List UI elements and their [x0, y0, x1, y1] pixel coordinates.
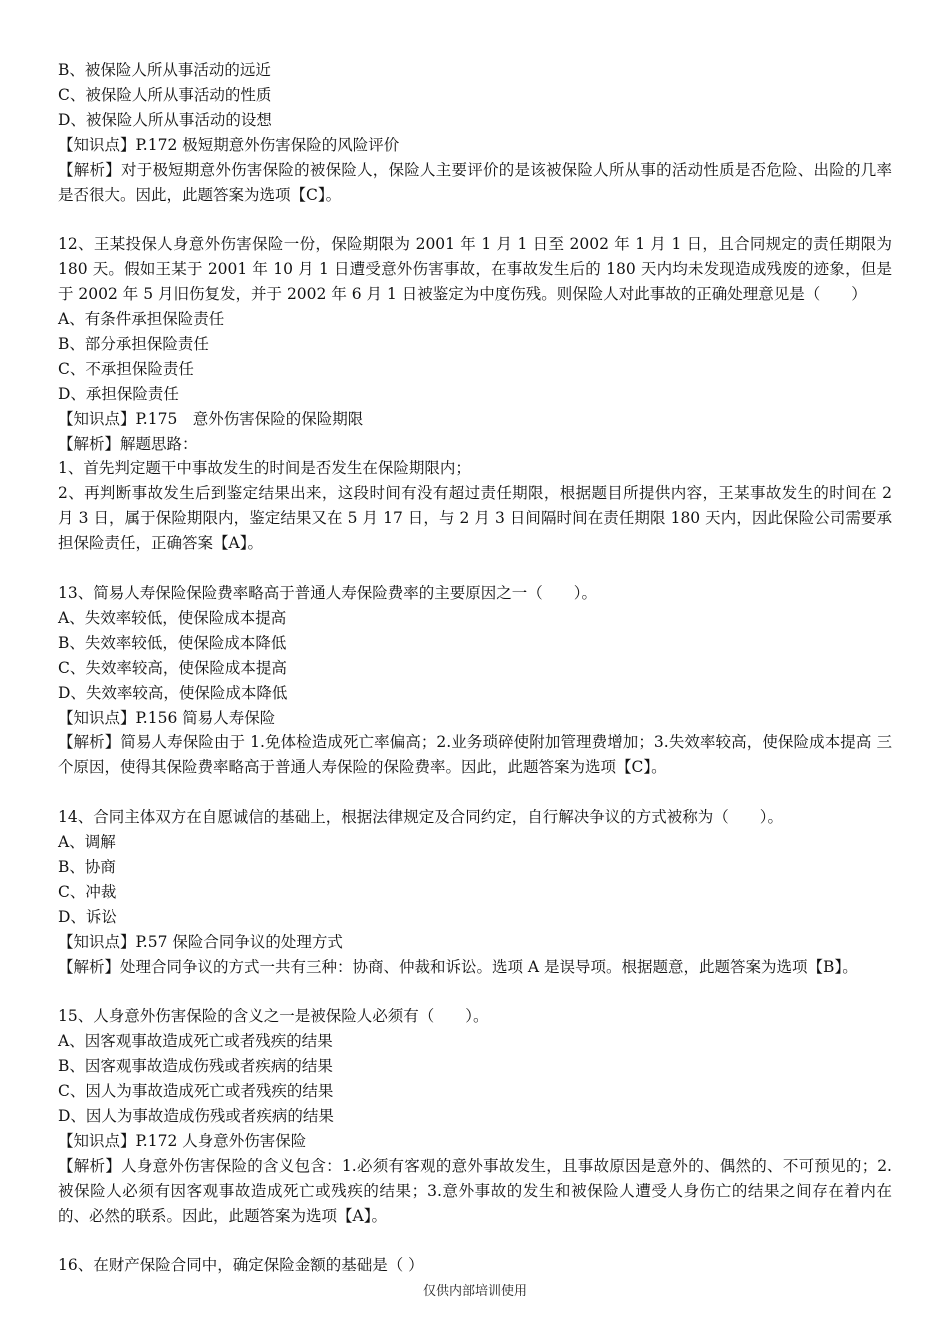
- option-a: A、有条件承担保险责任: [58, 310, 225, 329]
- option-c: C、冲裁: [58, 882, 117, 901]
- question-13: [58, 581, 892, 780]
- page-footer: 仅供内部培训使用: [422, 1284, 527, 1299]
- option-b: B、部分承担保险责任: [58, 334, 209, 353]
- option-c: C、因人为事故造成死亡或者残疾的结果: [58, 1082, 334, 1101]
- knowledge-point: 【知识点】P.172 人身意外伤害保险: [58, 1131, 307, 1150]
- question-16: [58, 1253, 892, 1278]
- option-c: C、失效率较高，使保险成本提高: [58, 658, 287, 677]
- document-body: [58, 58, 892, 1278]
- analysis-heading: 【解析】解题思路：: [58, 434, 198, 453]
- question-text: 15、人身意外伤害保险的含义之一是被保险人必须有（ ）。: [58, 1007, 489, 1026]
- question-14: [58, 805, 892, 979]
- question-12: [58, 232, 892, 556]
- knowledge-point: 【知识点】P.156 简易人寿保险: [58, 708, 276, 727]
- analysis-step-1: 1、首先判定题干中事故发生的时间是否发生在保险期限内；: [58, 459, 471, 478]
- question-text: 16、在财产保险合同中，确定保险金额的基础是（ ）: [58, 1256, 424, 1275]
- question-text: 14、合同主体双方在自愿诚信的基础上，根据法律规定及合同约定，自行解决争议的方式被称为（ ）。: [58, 808, 783, 827]
- knowledge-point: 【知识点】P.172 极短期意外伤害保险的风险评价: [58, 135, 400, 154]
- option-b: B、因客观事故造成伤残或者疾病的结果: [58, 1057, 333, 1076]
- question-text: 13、简易人寿保险保险费率略高于普通人寿保险费率的主要原因之一（ ）。: [58, 584, 597, 602]
- analysis: 【解析】对于极短期意外伤害保险的被保险人，保险人主要评价的是该被保险人所从事的活动性质是否危险、出险的几率是否很大。因此，此题答案为选项【C】。: [58, 160, 892, 204]
- option-b: B、失效率较低，使保险成本降低: [58, 633, 287, 652]
- option-c: C、被保险人所从事活动的性质: [58, 85, 272, 104]
- option-c: C、不承担保险责任: [58, 359, 194, 378]
- option-d: D、失效率较高，使保险成本降低: [58, 683, 288, 702]
- knowledge-point: 【知识点】P.175 意外伤害保险的保险期限: [58, 409, 364, 428]
- analysis: 【解析】人身意外伤害保险的含义包含：1.必须有客观的意外事故发生，且事故原因是意外的、偶然的、不可预见的；2.被保险人必须有因客观事故造成死亡或残疾的结果；3.意外事故的发生和被保险人遭受人身伤亡的结果之间存在着内在的、必然的联系。因此，此题答案为选项【A】。: [58, 1156, 892, 1225]
- question-11-tail: [58, 58, 892, 207]
- option-d: D、被保险人所从事活动的设想: [58, 110, 272, 129]
- option-a: A、调解: [58, 833, 116, 852]
- analysis: 【解析】简易人寿保险由于 1.免体检造成死亡率偏高；2.业务琐碎使附加管理费增加；3.失效率较高，使保险成本提高 三个原因，使得其保险费率略高于普通人寿保险的保险费率。因此，此题答案为选项【C】。: [58, 733, 892, 777]
- knowledge-point: 【知识点】P.57 保险合同争议的处理方式: [58, 932, 343, 951]
- option-d: D、诉讼: [58, 907, 117, 926]
- question-text: 12、王某投保人身意外伤害保险一份，保险期限为 2001 年 1 月 1 日至 2002 年 1 月 1 日，且合同规定的责任期限为 180 天。假如王某于 2001 年 10 月 1 日遭受意外伤害事故，在事故发生后的 180 天内均未发现造成残废的迹象，但是于 2002 年 5 月旧伤复发，并于 2002 年 6 月 1 日被鉴定为中度伤残。则保险人对此事故的正确处理意见是（ ）: [58, 235, 892, 304]
- option-a: A、失效率较低，使保险成本提高: [58, 608, 287, 627]
- option-d: D、因人为事故造成伤残或者疾病的结果: [58, 1107, 334, 1125]
- analysis-step-2: 2、再判断事故发生后到鉴定结果出来，这段时间有没有超过责任期限，根据题目所提供内容，王某事故发生的时间在 2 月 3 日，属于保险期限内，鉴定结果又在 5 月 17 日，与 2 月 3 日间隔时间在责任期限 180 天内，因此保险公司需要承担保险责任，正确答案【A】。: [58, 484, 892, 553]
- question-15: [58, 1004, 892, 1228]
- option-d: D、承担保险责任: [58, 384, 179, 403]
- option-b: B、被保险人所从事活动的远近: [58, 61, 271, 79]
- option-a: A、因客观事故造成死亡或者残疾的结果: [58, 1032, 333, 1051]
- analysis: 【解析】处理合同争议的方式一共有三种：协商、仲裁和诉讼。选项 A 是误导项。根据题意，此题答案为选项【B】。: [58, 957, 858, 976]
- option-b: B、协商: [58, 857, 116, 876]
